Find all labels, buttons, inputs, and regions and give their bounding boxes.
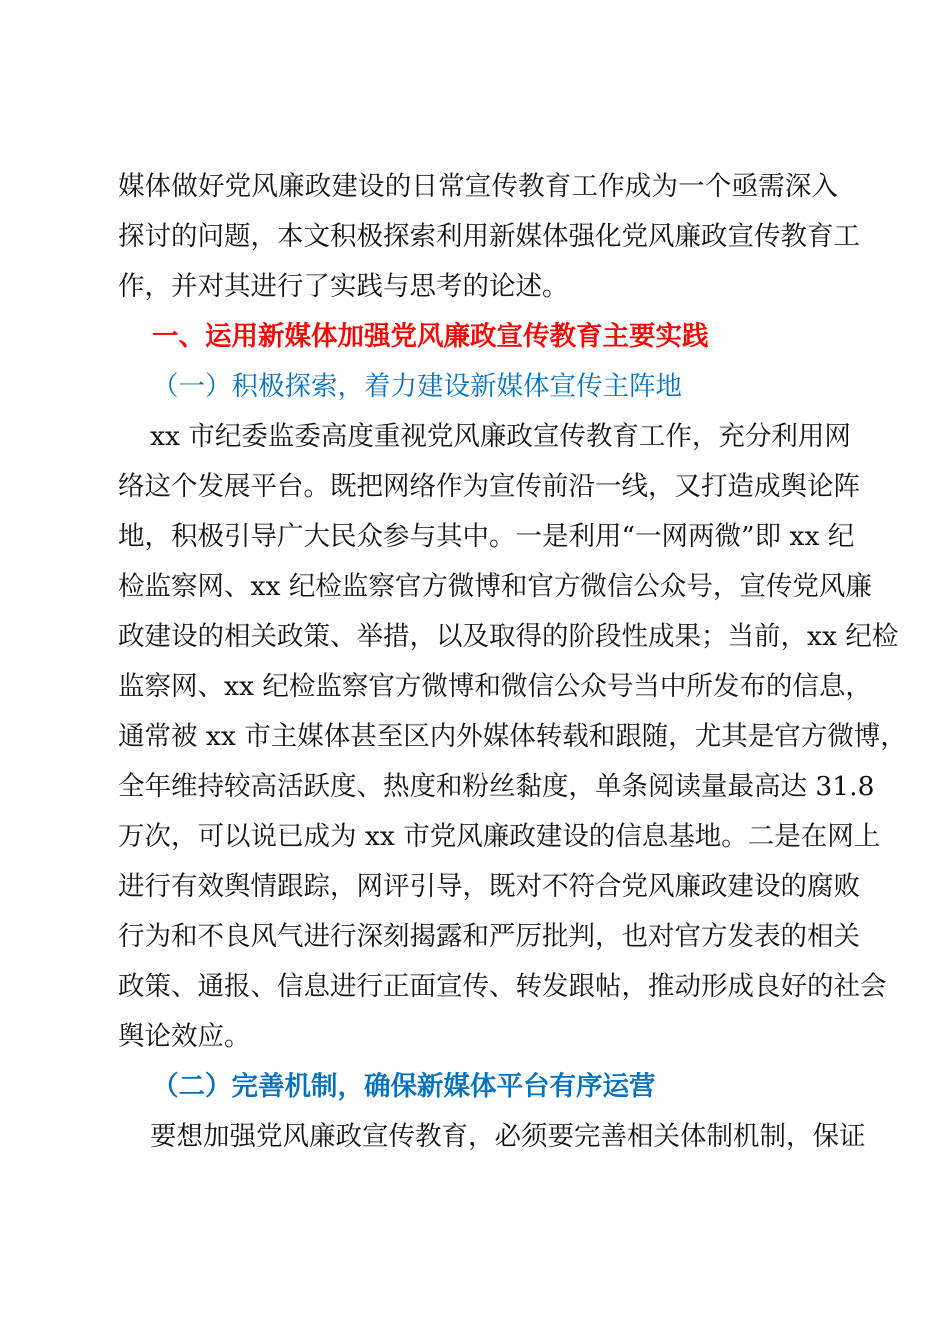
paragraph-line: 政策、通报、信息进行正面宣传、转发跟帖，推动形成良好的社会 (118, 971, 887, 1002)
paragraph-line: xx 市纪委监委高度重视党风廉政宣传教育工作，充分利用网 (150, 421, 851, 452)
paragraph-line: 地，积极引导广大民众参与其中。一是利用“一网两微”即 xx 纪 (118, 521, 855, 552)
intro-line-2: 探讨的问题，本文积极探索利用新媒体强化党风廉政宣传教育工 (118, 221, 860, 252)
paragraph-line: 政建设的相关政策、举措，以及取得的阶段性成果；当前，xx 纪检 (118, 621, 899, 652)
paragraph-line: 万次，可以说已成为 xx 市党风廉政建设的信息基地。二是在网上 (118, 821, 881, 852)
intro-line-3: 作，并对其进行了实践与思考的论述。 (118, 271, 569, 302)
intro-line-1: 媒体做好党风廉政建设的日常宣传教育工作成为一个亟需深入 (118, 171, 838, 202)
paragraph-line: 行为和不良风气进行深刻揭露和严厉批判，也对官方发表的相关 (118, 921, 860, 952)
paragraph-line: 全年维持较高活跃度、热度和粉丝黏度，单条阅读量最高达 31.8 (118, 771, 875, 802)
subsection-heading-1: （一）积极探索，着力建设新媒体宣传主阵地 (152, 371, 682, 402)
subsection-heading-2: （二）完善机制，确保新媒体平台有序运营 (152, 1071, 656, 1102)
paragraph-line: 络这个发展平台。既把网络作为宣传前沿一线，又打造成舆论阵 (118, 471, 860, 502)
section-heading-1: 一、运用新媒体加强党风廉政宣传教育主要实践 (152, 321, 709, 352)
paragraph-line: 舆论效应。 (118, 1021, 251, 1052)
paragraph-line: 通常被 xx 市主媒体甚至区内外媒体转载和跟随，尤其是官方微博， (118, 721, 907, 752)
paragraph-line: 进行有效舆情跟踪，网评引导，既对不符合党风廉政建设的腐败 (118, 871, 860, 902)
paragraph-line: 检监察网、xx 纪检监察官方微博和官方微信公众号，宣传党风廉 (118, 571, 872, 602)
paragraph-line: 监察网、xx 纪检监察官方微博和微信公众号当中所发布的信息， (118, 671, 872, 702)
paragraph-line: 要想加强党风廉政宣传教育，必须要完善相关体制机制，保证 (150, 1121, 866, 1152)
